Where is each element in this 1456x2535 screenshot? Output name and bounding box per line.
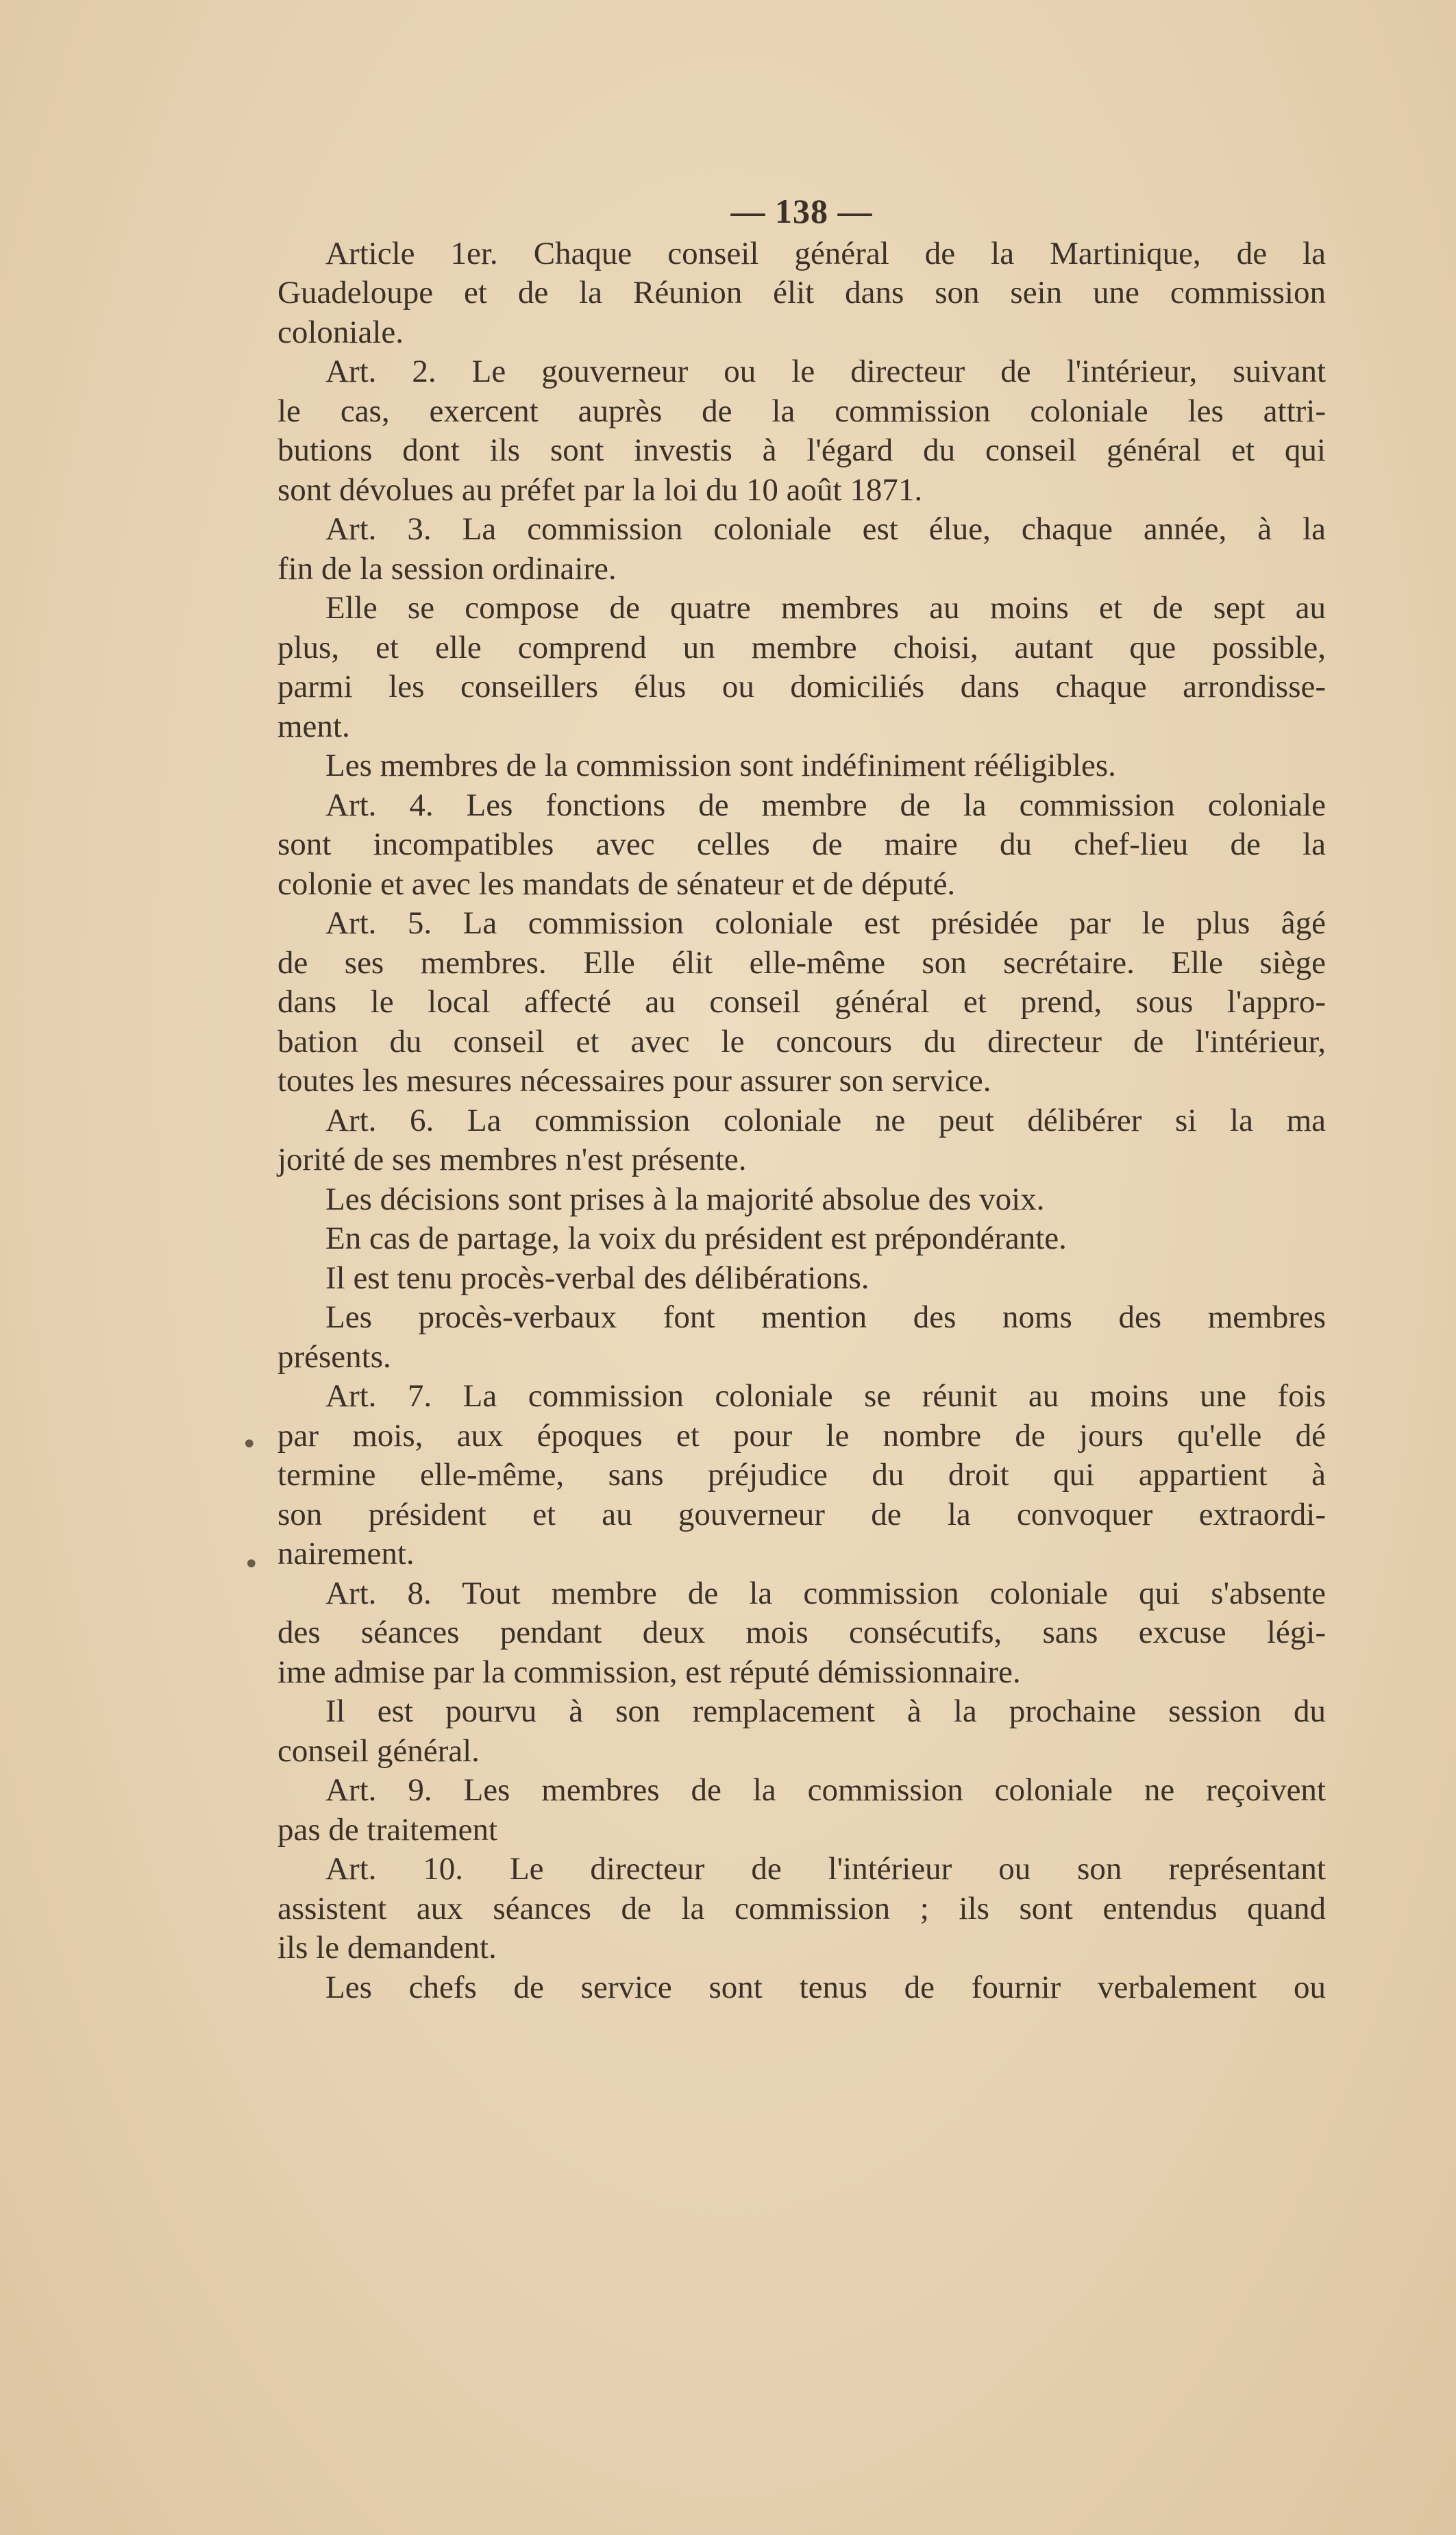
text-line: plus, et elle comprend un membre choisi, autant que possible, [277,629,1326,665]
text-lines [277,234,1326,2008]
text-line: Guadeloupe et de la Réunion élit dans son sein une commission [277,275,1326,310]
text-line: Art. 9. Les membres de la commission coloniale ne reçoivent [325,1772,1326,1808]
margin-dot: • [243,1549,260,1580]
text-line: butions dont ils sont investis à l'égard du conseil général et qui [277,432,1326,468]
text-line: Art. 2. Le gouverneur ou le directeur de l'intérieur, suivant [325,354,1326,389]
text-line: sont dévolues au préfet par la loi du 10 août 1871. [277,472,923,508]
text-line: Art. 8. Tout membre de la commission coloniale qui s'absente [325,1575,1326,1611]
text-line: bation du conseil et avec le concours du directeur de l'intérieur, [277,1023,1326,1060]
text-line: assistent aux séances de la commission ; ils sont entendus quand [277,1890,1326,1926]
document-body [277,192,1326,2007]
text-line: Art. 5. La commission coloniale est présidée par le plus âgé [325,905,1326,941]
text-line: le cas, exercent auprès de la commission coloniale les attri- [277,393,1326,429]
text-line: par mois, aux époques et pour le nombre de jours qu'elle dé [277,1417,1326,1454]
text-line: son président et au gouverneur de la convoquer extraordi- [277,1496,1326,1532]
text-line: colonie et avec les mandats de sénateur et de député. [277,866,956,902]
text-line: ils le demandent. [277,1930,497,1965]
text-line: Elle se compose de quatre membres au moins et de sept au [325,590,1326,626]
text-line: Art. 3. La commission coloniale est élue, chaque année, à la [325,511,1326,547]
text-line: Les membres de la commission sont indéfiniment rééligibles. [325,748,1116,783]
margin-dot: • [241,1429,258,1460]
text-line: Il est pourvu à son remplacement à la prochaine session du [325,1693,1326,1729]
text-line: Article 1er. Chaque conseil général de la Martinique, de la [325,235,1326,271]
text-line: toutes les mesures nécessaires pour assurer son service. [277,1063,991,1099]
text-line: des séances pendant deux mois consécutifs, sans excuse légi- [277,1615,1326,1650]
text-line: Les décisions sont prises à la majorité absolue des voix. [325,1181,1045,1217]
text-line: coloniale. [277,314,404,350]
text-line: sont incompatibles avec celles de maire du chef-lieu de la [277,826,1326,862]
text-line: Les chefs de service sont tenus de fournir verbalement ou [325,1969,1326,2005]
text-line: jorité de ses membres n'est présente. [277,1142,747,1177]
text-line: Art. 10. Le directeur de l'intérieur ou son représentant [325,1851,1326,1887]
text-line: de ses membres. Elle élit elle-même son secrétaire. Elle siège [277,944,1326,981]
text-line: ime admise par la commission, est réputé démissionnaire. [277,1654,1021,1690]
text-line: Les procès-verbaux font mention des noms des membres [325,1299,1326,1335]
text-line: pas de traitement [277,1811,498,1848]
text-line: fin de la session ordinaire. [277,550,617,587]
page-number: — 138 — [730,192,873,230]
text-line: conseil général. [277,1732,480,1769]
text-line: présents. [277,1338,391,1375]
text-line: En cas de partage, la voix du président est prépondérante. [325,1221,1067,1256]
text-line: termine elle-même, sans préjudice du droit qui appartient à [277,1457,1326,1493]
text-line: nairement. [277,1536,415,1571]
text-line: ment. [277,708,350,744]
text-line: Art. 6. La commission coloniale ne peut délibérer si la ma [325,1102,1326,1138]
text-line: Il est tenu procès-verbal des délibérations. [325,1260,869,1296]
text-line: parmi les conseillers élus ou domiciliés dans chaque arrondisse- [277,669,1326,705]
text-line: Art. 4. Les fonctions de membre de la commission coloniale [325,787,1326,823]
text-line: dans le local affecté au conseil général et prend, sous l'appro- [277,984,1326,1020]
text-line: Art. 7. La commission coloniale se réunit au moins une fois [325,1378,1326,1414]
